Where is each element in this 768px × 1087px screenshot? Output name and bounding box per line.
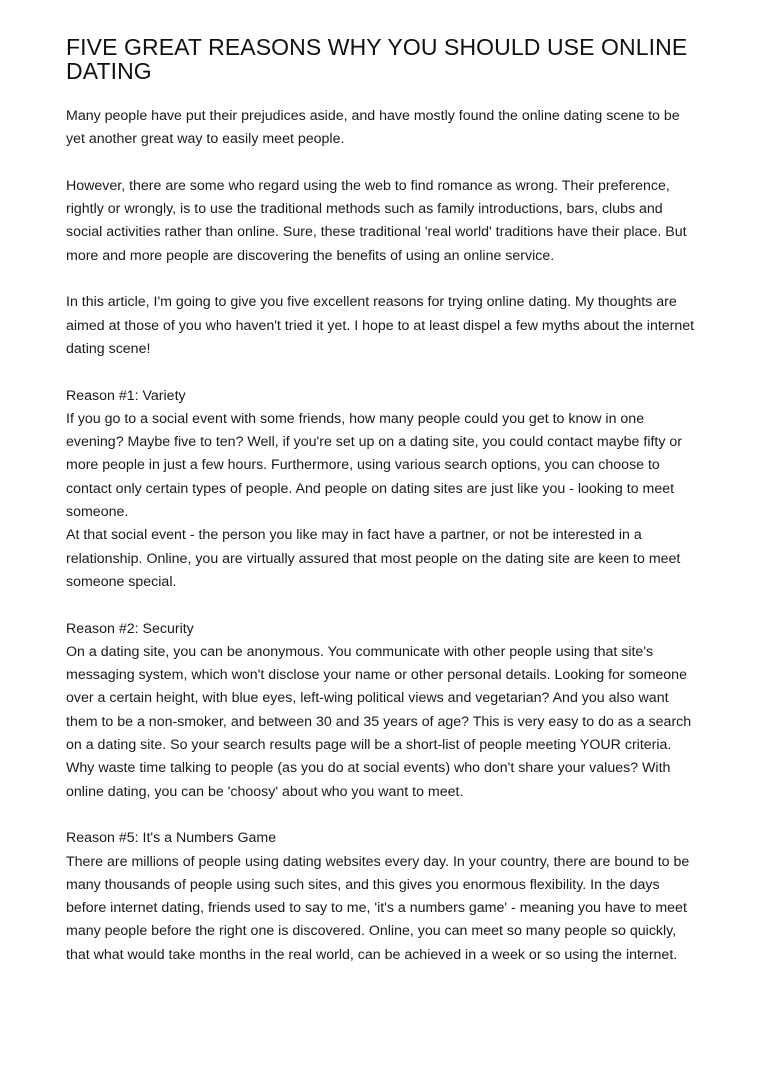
section-paragraph: On a dating site, you can be anonymous. You communicate with other people using that site's messaging system, which won't disclose your name or other personal details. Looking for someone over a certain height, with blue eyes, left-wing political views and vegetarian? And you also want them to be a non-smoker, and between 30 and 35 years of age? This is very easy to do as a search on a dating site. So your search results page will be a short-list of people meeting YOUR criteria. Why waste time talking to people (as you do at social events) who don't share your values? With online dating, you can be 'choosy' about who you want to meet. (66, 643, 692, 800)
section-heading: Reason #2: Security (66, 620, 194, 637)
intro-paragraph-2: However, there are some who regard using the web to find romance as wrong. Their preference, rightly or wrongly, is to use the traditional methods such as family introductions, bars, clubs and social activities rather than online. Sure, these traditional 'real world' traditions have their place. But more and more people are discovering the benefits of using an online service. (66, 177, 687, 264)
section-reason-5 (66, 827, 702, 967)
section-heading: Reason #5: It's a Numbers Game (66, 830, 277, 847)
section-heading: Reason #1: Variety (66, 387, 186, 404)
intro-paragraph-3: In this article, I'm going to give you five excellent reasons for trying online dating. My thoughts are aimed at those of you who haven't tried it yet. I hope to at least dispel a few myths about the internet dating scene! (66, 294, 695, 357)
section-reason-1 (66, 385, 702, 595)
section-paragraph: At that social event - the person you like may in fact have a partner, or not be interested in a relationship. Online, you are virtually assured that most people on the dating site are keen to meet someone special. (66, 527, 681, 590)
section-reason-2 (66, 618, 702, 804)
document-title: FIVE GREAT REASONS WHY YOU SHOULD USE ONLINE DATING (66, 34, 688, 84)
intro-paragraph-1: Many people have put their prejudices aside, and have mostly found the online dating scene to be yet another great way to easily meet people. (66, 108, 680, 148)
section-paragraph: There are millions of people using dating websites every day. In your country, there are bound to be many thousands of people using such sites, and this gives you enormous flexibility. In the days before internet dating, friends used to say to me, 'it's a numbers game' - meaning you have to meet many people before the right one is discovered. Online, you can meet so many people so quickly, that what would take months in the real world, can be achieved in a week or so using the internet. (66, 853, 690, 963)
section-paragraph: If you go to a social event with some friends, how many people could you get to know in one evening? Maybe five to ten? Well, if you're set up on a dating site, you could contact maybe fifty or more people in just a few hours. Furthermore, using various search options, you can choose to contact only certain types of people. And people on dating sites are just like you - looking to meet someone. (66, 410, 683, 521)
